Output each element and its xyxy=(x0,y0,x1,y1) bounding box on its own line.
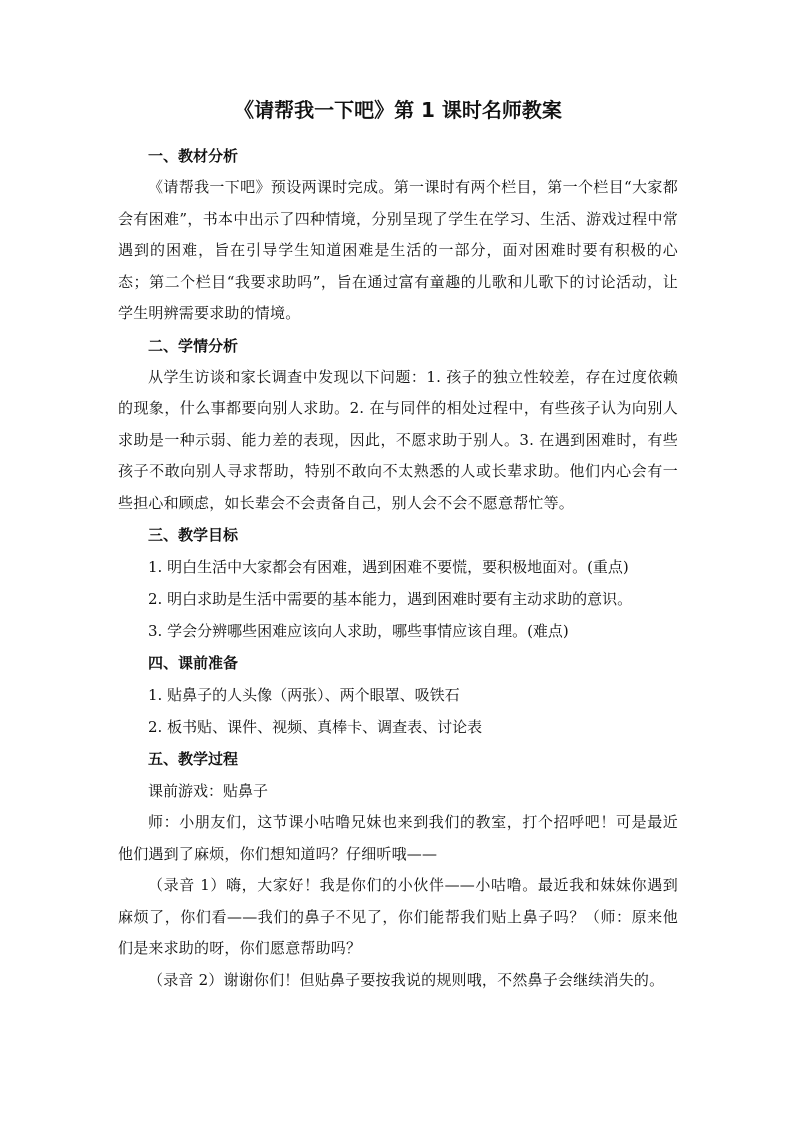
list-item: 1. 贴鼻子的人头像（两张）、两个眼罩、吸铁石 xyxy=(148,686,460,704)
paragraph: 从学生访谈和家长调查中发现以下问题：1. 孩子的独立性较差，存在过度依赖的现象，什么事都要向别人求助。2. 在与同伴的相处过程中，有些孩子认为向别人求助是一种示弱、能力差的表现，因此，不愿求助于别人。3. 在遇到困难时，有些孩子不敢向别人寻求帮助，特别不敢向不太熟悉的人或长辈求助。他们内心会有一些担心和顾虑，如长辈会不会责备自己，别人会不会不愿意帮忙等。 xyxy=(118,367,678,512)
list-item: 1. 明白生活中大家都会有困难，遇到困难不要慌，要积极地面对。(重点) xyxy=(148,558,629,576)
paragraph: （录音 1）嗨，大家好！我是你们的小伙伴——小咕噜。最近我和妹妹你遇到麻烦了，你们看——我们的鼻子不见了，你们能帮我们贴上鼻子吗？（师：原来他们是来求助的呀，你们愿意帮助吗？ xyxy=(118,876,678,957)
section-preparation xyxy=(118,647,678,743)
section-heading: 二、学情分析 xyxy=(148,336,239,355)
section-teaching-goals xyxy=(118,519,678,647)
list-item: 2. 明白求助是生活中需要的基本能力，遇到困难时要有主动求助的意识。 xyxy=(148,590,633,608)
paragraph: （录音 2）谢谢你们！但贴鼻子要按我说的规则哦，不然鼻子会继续消失的。 xyxy=(148,970,665,989)
section-student-analysis xyxy=(118,330,678,520)
paragraph: 师：小朋友们，这节课小咕噜兄妹也来到我们的教室，打个招呼吧！可是最近他们遇到了麻烦，你们想知道吗？仔细听哦—— xyxy=(118,813,678,863)
list-item: 2. 板书贴、课件、视频、真棒卡、调查表、讨论表 xyxy=(148,718,483,736)
section-heading: 三、教学目标 xyxy=(148,526,239,544)
section-heading: 五、教学过程 xyxy=(148,750,239,768)
document-title: 《请帮我一下吧》第 1 课时名师教案 xyxy=(234,98,562,122)
paragraph: 《请帮我一下吧》预设两课时完成。第一课时有两个栏目，第一个栏目“大家都会有困难”，书本中出示了四种情境，分别呈现了学生在学习、生活、游戏过程中常遇到的困难，旨在引导学生知道困难是生活的一部分，面对困难时要有积极的心态；第二个栏目“我要求助吗”，旨在通过富有童趣的儿歌和儿歌下的讨论活动，让学生明辨需要求助的情境。 xyxy=(118,178,678,322)
paragraph: 课前游戏：贴鼻子 xyxy=(148,782,269,800)
list-item: 3. 学会分辨哪些困难应该向人求助，哪些事情应该自理。(难点) xyxy=(148,622,569,640)
section-textbook-analysis xyxy=(118,140,678,330)
section-teaching-process xyxy=(118,743,678,996)
section-heading: 一、教材分析 xyxy=(148,147,239,165)
document-page xyxy=(118,96,678,996)
section-heading: 四、课前准备 xyxy=(148,654,239,672)
